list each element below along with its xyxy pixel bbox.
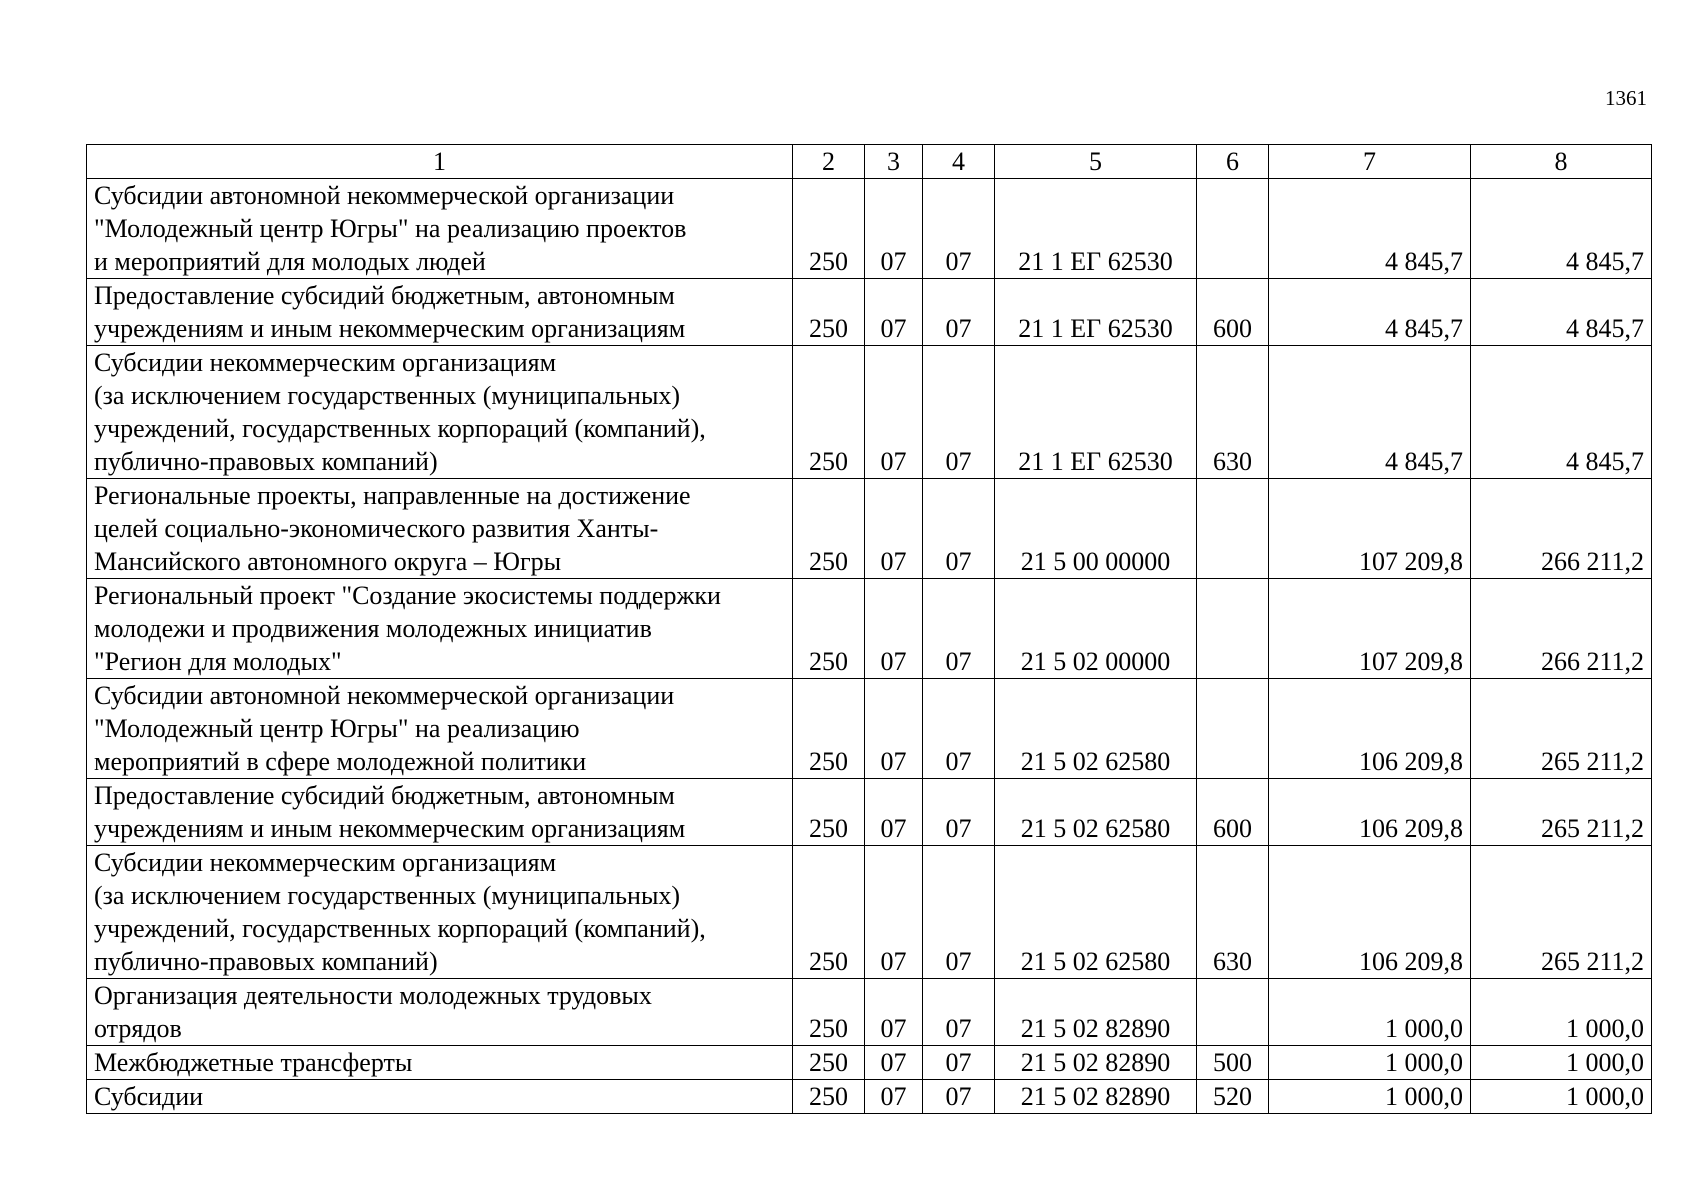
- amount-col8-cell: 1 000,0: [1471, 979, 1652, 1046]
- expense-type-cell: 520: [1197, 1080, 1269, 1114]
- subsection-code-cell: 07: [923, 979, 995, 1046]
- subsection-code-cell: 07: [923, 1046, 995, 1080]
- budget-table: [86, 144, 1652, 1114]
- header-cell-8: 8: [1471, 145, 1652, 179]
- item-name-line: (за исключением государственных (муниципальных): [94, 381, 681, 410]
- item-name-line: целей социально-экономического развития Ханты-: [94, 514, 659, 543]
- header-cell-4: 4: [923, 145, 995, 179]
- amount-col7-cell: 1 000,0: [1269, 1080, 1471, 1114]
- item-name-line: Субсидии некоммерческим организациям: [94, 848, 557, 877]
- target-article-cell: 21 5 02 82890: [995, 979, 1197, 1046]
- section-code-cell: 07: [865, 846, 923, 979]
- item-name-cell: [87, 179, 793, 279]
- item-name-cell: [87, 1080, 793, 1114]
- item-name-cell: [87, 679, 793, 779]
- item-name-line: (за исключением государственных (муниципальных): [94, 881, 681, 910]
- chapter-code-cell: 250: [793, 1080, 865, 1114]
- header-cell-6: 6: [1197, 145, 1269, 179]
- item-name-line: публично-правовых компаний): [94, 947, 438, 976]
- item-name-cell: [87, 979, 793, 1046]
- table-row: [87, 779, 1652, 846]
- item-name-line: Мансийского автономного округа – Югры: [94, 547, 562, 576]
- table-row: [87, 1080, 1652, 1114]
- target-article-cell: 21 5 02 62580: [995, 679, 1197, 779]
- amount-col8-cell: 4 845,7: [1471, 279, 1652, 346]
- subsection-code-cell: 07: [923, 779, 995, 846]
- item-name-line: "Молодежный центр Югры" на реализацию проектов: [94, 214, 687, 243]
- table-row: [87, 479, 1652, 579]
- expense-type-cell: 630: [1197, 846, 1269, 979]
- table-row: [87, 846, 1652, 979]
- item-name-cell: [87, 1046, 793, 1080]
- expense-type-cell: 600: [1197, 279, 1269, 346]
- chapter-code-cell: 250: [793, 579, 865, 679]
- amount-col7-cell: 106 209,8: [1269, 679, 1471, 779]
- table-row: [87, 1046, 1652, 1080]
- item-name-line: "Молодежный центр Югры" на реализацию: [94, 714, 580, 743]
- amount-col8-cell: 1 000,0: [1471, 1080, 1652, 1114]
- chapter-code-cell: 250: [793, 679, 865, 779]
- table-row: [87, 579, 1652, 679]
- item-name-line: Межбюджетные трансферты: [94, 1048, 413, 1077]
- amount-col8-cell: 265 211,2: [1471, 846, 1652, 979]
- item-name-line: Субсидии: [94, 1082, 204, 1111]
- item-name-line: Предоставление субсидий бюджетным, автономным: [94, 281, 675, 310]
- expense-type-cell: 630: [1197, 346, 1269, 479]
- item-name-cell: [87, 846, 793, 979]
- item-name-line: молодежи и продвижения молодежных инициатив: [94, 614, 652, 643]
- target-article-cell: 21 5 02 00000: [995, 579, 1197, 679]
- chapter-code-cell: 250: [793, 846, 865, 979]
- target-article-cell: 21 1 ЕГ 62530: [995, 279, 1197, 346]
- page-number: 1361: [1605, 86, 1647, 110]
- section-code-cell: 07: [865, 579, 923, 679]
- expense-type-cell: 600: [1197, 779, 1269, 846]
- section-code-cell: 07: [865, 779, 923, 846]
- section-code-cell: 07: [865, 479, 923, 579]
- section-code-cell: 07: [865, 346, 923, 479]
- amount-col8-cell: 266 211,2: [1471, 479, 1652, 579]
- subsection-code-cell: 07: [923, 179, 995, 279]
- chapter-code-cell: 250: [793, 479, 865, 579]
- header-row: [87, 145, 1652, 179]
- table-row: [87, 179, 1652, 279]
- chapter-code-cell: 250: [793, 179, 865, 279]
- chapter-code-cell: 250: [793, 346, 865, 479]
- header-cell-1: 1: [87, 145, 793, 179]
- subsection-code-cell: 07: [923, 579, 995, 679]
- section-code-cell: 07: [865, 1046, 923, 1080]
- expense-type-cell: [1197, 979, 1269, 1046]
- item-name-cell: [87, 779, 793, 846]
- amount-col8-cell: 4 845,7: [1471, 179, 1652, 279]
- subsection-code-cell: 07: [923, 346, 995, 479]
- item-name-line: мероприятий в сфере молодежной политики: [94, 747, 587, 776]
- section-code-cell: 07: [865, 279, 923, 346]
- table-row: [87, 679, 1652, 779]
- item-name-line: Субсидии автономной некоммерческой организации: [94, 681, 675, 710]
- header-cell-5: 5: [995, 145, 1197, 179]
- amount-col7-cell: 1 000,0: [1269, 1046, 1471, 1080]
- target-article-cell: 21 5 02 82890: [995, 1080, 1197, 1114]
- amount-col7-cell: 4 845,7: [1269, 279, 1471, 346]
- expense-type-cell: [1197, 579, 1269, 679]
- table-row: [87, 279, 1652, 346]
- item-name-line: публично-правовых компаний): [94, 447, 438, 476]
- header-cell-2: 2: [793, 145, 865, 179]
- item-name-cell: [87, 479, 793, 579]
- section-code-cell: 07: [865, 679, 923, 779]
- item-name-cell: [87, 579, 793, 679]
- header-cell-3: 3: [865, 145, 923, 179]
- item-name-cell: [87, 346, 793, 479]
- table-body: [87, 179, 1652, 1114]
- header-cell-7: 7: [1269, 145, 1471, 179]
- chapter-code-cell: 250: [793, 279, 865, 346]
- target-article-cell: 21 1 ЕГ 62530: [995, 346, 1197, 479]
- section-code-cell: 07: [865, 179, 923, 279]
- expense-type-cell: [1197, 679, 1269, 779]
- expense-type-cell: 500: [1197, 1046, 1269, 1080]
- item-name-line: Региональный проект "Создание экосистемы поддержки: [94, 581, 721, 610]
- section-code-cell: 07: [865, 1080, 923, 1114]
- chapter-code-cell: 250: [793, 779, 865, 846]
- item-name-line: Региональные проекты, направленные на достижение: [94, 481, 691, 510]
- item-name-line: Субсидии некоммерческим организациям: [94, 348, 557, 377]
- amount-col8-cell: 1 000,0: [1471, 1046, 1652, 1080]
- target-article-cell: 21 5 00 00000: [995, 479, 1197, 579]
- item-name-line: "Регион для молодых": [94, 647, 342, 676]
- item-name-line: отрядов: [94, 1014, 182, 1043]
- amount-col7-cell: 107 209,8: [1269, 579, 1471, 679]
- item-name-line: учреждений, государственных корпораций (компаний),: [94, 414, 706, 443]
- amount-col8-cell: 266 211,2: [1471, 579, 1652, 679]
- section-code-cell: 07: [865, 979, 923, 1046]
- subsection-code-cell: 07: [923, 279, 995, 346]
- item-name-line: учреждениям и иным некоммерческим организациям: [94, 814, 686, 843]
- item-name-cell: [87, 279, 793, 346]
- chapter-code-cell: 250: [793, 1046, 865, 1080]
- subsection-code-cell: 07: [923, 1080, 995, 1114]
- amount-col7-cell: 1 000,0: [1269, 979, 1471, 1046]
- item-name-line: и мероприятий для молодых людей: [94, 247, 486, 276]
- subsection-code-cell: 07: [923, 479, 995, 579]
- amount-col7-cell: 106 209,8: [1269, 846, 1471, 979]
- table-row: [87, 346, 1652, 479]
- item-name-line: учреждений, государственных корпораций (компаний),: [94, 914, 706, 943]
- target-article-cell: 21 5 02 62580: [995, 779, 1197, 846]
- expense-type-cell: [1197, 479, 1269, 579]
- amount-col7-cell: 4 845,7: [1269, 346, 1471, 479]
- target-article-cell: 21 5 02 62580: [995, 846, 1197, 979]
- expense-type-cell: [1197, 179, 1269, 279]
- item-name-line: Предоставление субсидий бюджетным, автономным: [94, 781, 675, 810]
- item-name-line: Организация деятельности молодежных трудовых: [94, 981, 652, 1010]
- target-article-cell: 21 1 ЕГ 62530: [995, 179, 1197, 279]
- item-name-line: учреждениям и иным некоммерческим организациям: [94, 314, 686, 343]
- subsection-code-cell: 07: [923, 679, 995, 779]
- chapter-code-cell: 250: [793, 979, 865, 1046]
- amount-col7-cell: 107 209,8: [1269, 479, 1471, 579]
- table-row: [87, 979, 1652, 1046]
- subsection-code-cell: 07: [923, 846, 995, 979]
- item-name-line: Субсидии автономной некоммерческой организации: [94, 181, 675, 210]
- amount-col8-cell: 4 845,7: [1471, 346, 1652, 479]
- amount-col7-cell: 106 209,8: [1269, 779, 1471, 846]
- amount-col8-cell: 265 211,2: [1471, 779, 1652, 846]
- target-article-cell: 21 5 02 82890: [995, 1046, 1197, 1080]
- amount-col7-cell: 4 845,7: [1269, 179, 1471, 279]
- amount-col8-cell: 265 211,2: [1471, 679, 1652, 779]
